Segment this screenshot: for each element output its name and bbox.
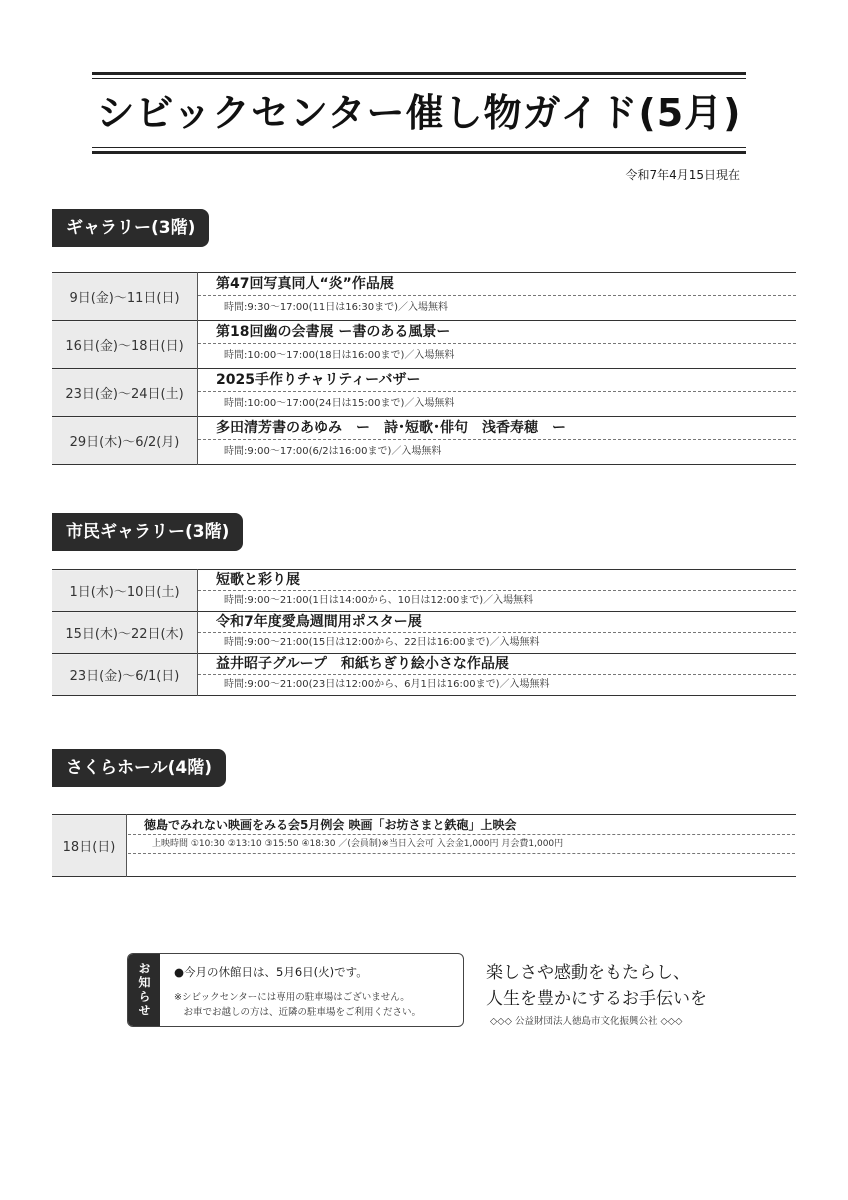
event-date: 1日(木)～10日(土) xyxy=(52,570,198,612)
event-title: 短歌と彩り展 xyxy=(198,570,796,591)
citizen-gallery-table xyxy=(52,569,796,696)
event-detail: 時間:9:00～21:00(15日は12:00から、22日は16:00まで)／入場無料 xyxy=(224,637,540,648)
table-row xyxy=(52,815,796,877)
event-date: 9日(金)～11日(日) xyxy=(52,273,198,321)
slogan-line2: 人生を豊かにするお手伝いを xyxy=(486,989,707,1009)
section-label-citizen-gallery: 市民ギャラリー(3階) xyxy=(52,513,243,551)
table-row xyxy=(52,612,796,654)
section-label-sakura-hall: さくらホール(4階) xyxy=(52,749,226,787)
event-title: 第47回写真同人“炎”作品展 xyxy=(198,273,796,296)
event-title: 令和7年度愛鳥週間用ポスター展 xyxy=(198,612,796,633)
event-date: 29日(木)～6/2(月) xyxy=(52,417,198,465)
event-info xyxy=(198,369,797,417)
event-title: 徳島でみれない映画をみる会5月例会 映画「お坊さまと鉄砲」上映会 xyxy=(128,816,795,835)
event-date: 23日(金)～24日(土) xyxy=(52,369,198,417)
event-info xyxy=(198,321,797,369)
event-info xyxy=(198,570,797,612)
event-title: 第18回幽の会書展 ー書のある風景ー xyxy=(198,321,796,344)
title-block xyxy=(92,72,746,154)
event-info xyxy=(198,612,797,654)
event-detail: 時間:9:00～17:00(6/2は16:00まで)／入場無料 xyxy=(224,446,442,457)
event-title: 2025手作りチャリティーバザー xyxy=(198,369,796,392)
event-detail: 時間:10:00～17:00(24日は15:00まで)／入場無料 xyxy=(224,398,455,409)
event-date: 18日(日) xyxy=(52,815,127,877)
notice-parking xyxy=(174,990,421,1020)
sakura-hall-table xyxy=(52,814,796,877)
gallery-table xyxy=(52,272,796,465)
table-row xyxy=(52,273,796,321)
title-rule-top xyxy=(92,72,746,75)
event-detail: 時間:9:00～21:00(23日は12:00から、6月1日は16:00まで)／入場無料 xyxy=(224,679,550,690)
event-date: 16日(金)～18日(日) xyxy=(52,321,198,369)
page-title: シビックセンター催し物ガイド(5月) xyxy=(96,91,742,135)
notice-tab: お知らせ xyxy=(128,954,160,1026)
blank-row xyxy=(128,854,795,875)
event-detail: 時間:9:30～17:00(11日は16:30まで)／入場無料 xyxy=(224,302,448,313)
event-detail: 時間:10:00～17:00(18日は16:00まで)／入場無料 xyxy=(224,350,455,361)
section-label-gallery: ギャラリー(3階) xyxy=(52,209,209,247)
event-detail: 時間:9:00～21:00(1日は14:00から、10日は12:00まで)／入場無料 xyxy=(224,595,534,606)
organization-name: ◇◇◇ 公益財団法人徳島市文化振興公社 ◇◇◇ xyxy=(490,1016,683,1027)
table-row xyxy=(52,654,796,696)
event-info xyxy=(198,654,797,696)
title-rule-bottom xyxy=(92,151,746,154)
table-row xyxy=(52,417,796,465)
slogan-line1: 楽しさや感動をもたらし、 xyxy=(486,963,690,983)
notice-closed-day: ●今月の休館日は、5月6日(火)です。 xyxy=(174,965,368,979)
notice-parking-line1: ※シビックセンターには専用の駐車場はございません。 xyxy=(174,992,410,1003)
table-row xyxy=(52,570,796,612)
as-of-date: 令和7年4月15日現在 xyxy=(625,168,740,182)
table-row xyxy=(52,369,796,417)
event-title: 多田清芳書のあゆみ ー 詩･短歌･俳句 浅香寿穂 ー xyxy=(198,417,796,440)
event-date: 15日(木)～22日(木) xyxy=(52,612,198,654)
event-date: 23日(金)～6/1(日) xyxy=(52,654,198,696)
table-row xyxy=(52,321,796,369)
event-title: 益井昭子グループ 和紙ちぎり絵小さな作品展 xyxy=(198,654,796,675)
notice-parking-line2: お車でお越しの方は、近隣の駐車場をご利用ください。 xyxy=(174,1007,422,1018)
event-info xyxy=(127,815,797,877)
event-info xyxy=(198,417,797,465)
title-rule-bottom-thin xyxy=(92,147,746,148)
slogan xyxy=(486,960,707,1012)
notice-box xyxy=(127,953,464,1027)
event-detail: 上映時間 ①10:30 ②13:10 ③15:50 ④18:30 ／(会員制)※当日入会可 入会金1,000円 月会費1,000円 xyxy=(128,835,795,854)
event-info xyxy=(198,273,797,321)
